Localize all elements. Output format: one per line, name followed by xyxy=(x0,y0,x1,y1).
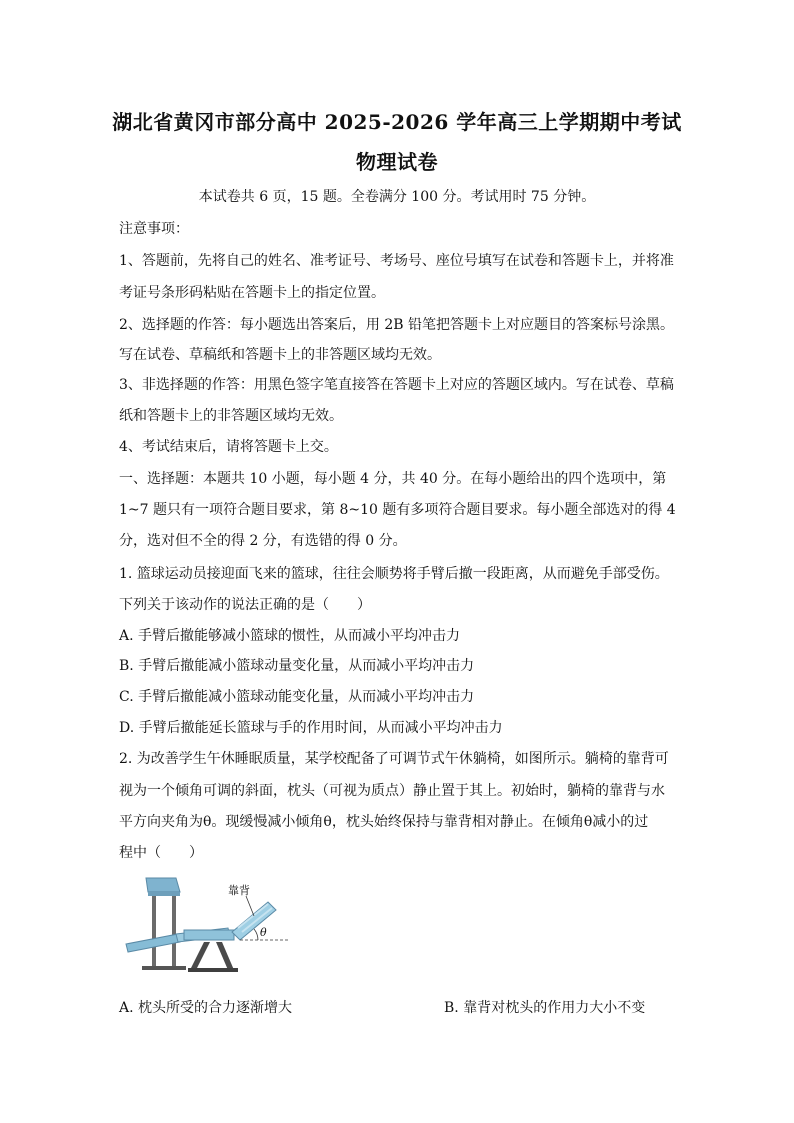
notes-heading: 注意事项： xyxy=(119,221,189,237)
question-2-stem: 平方向夹角为θ。现缓慢减小倾角θ，枕头始终保持与靠背相对静止。在倾角θ减小的过 xyxy=(119,814,649,830)
question-2-option-b: B. 靠背对枕头的作用力大小不变 xyxy=(444,1000,646,1016)
section-heading: 一、选择题：本题共 10 小题，每小题 4 分，共 40 分。在每小题给出的四个选项中，第 xyxy=(119,471,667,487)
question-1-stem: 1. 篮球运动员接迎面飞来的篮球，往往会顺势将手臂后撤一段距离，从而避免手部受伤。 xyxy=(119,566,669,582)
section-text: 分，选对但不全的得 2 分，有选错的得 0 分。 xyxy=(119,533,407,549)
question-1-option-a: A. 手臂后撤能够减小篮球的惯性，从而减小平均冲击力 xyxy=(119,628,461,644)
note-line: 4、考试结束后，请将答题卡上交。 xyxy=(119,439,338,455)
exam-intro: 本试卷共 6 页，15 题。全卷满分 100 分。考试用时 75 分钟。 xyxy=(198,189,596,205)
question-1-option-c: C. 手臂后撤能减小篮球动能变化量，从而减小平均冲击力 xyxy=(119,689,475,705)
figure-label-angle: θ xyxy=(260,926,267,939)
exam-title: 湖北省黄冈市部分高中 2025-2026 学年高三上学期期中考试 xyxy=(112,110,682,134)
note-line: 3、非选择题的作答：用黑色签字笔直接答在答题卡上对应的答题区域内。写在试卷、草稿 xyxy=(119,377,674,393)
note-line: 纸和答题卡上的非答题区域均无效。 xyxy=(119,408,343,424)
question-2-stem: 程中（ ） xyxy=(119,845,203,861)
question-2-option-a: A. 枕头所受的合力逐渐增大 xyxy=(119,1000,293,1016)
question-1-stem: 下列关于该动作的说法正确的是（ ） xyxy=(119,597,371,613)
question-2-stem: 2. 为改善学生午休睡眠质量，某学校配备了可调节式午休躺椅，如图所示。躺椅的靠背可 xyxy=(119,751,669,767)
note-line: 2、选择题的作答：每小题选出答案后，用 2B 铅笔把答题卡上对应题目的答案标号涂黑。 xyxy=(119,317,675,333)
lounge-chair-figure xyxy=(118,872,298,982)
question-1-option-d: D. 手臂后撤能延长篮球与手的作用时间，从而减小平均冲击力 xyxy=(119,720,503,736)
figure-label-backrest: 靠背 xyxy=(228,884,250,897)
note-line: 1、答题前，先将自己的姓名、准考证号、考场号、座位号填写在试卷和答题卡上，并将准 xyxy=(119,253,674,269)
question-2-stem: 视为一个倾角可调的斜面，枕头（可视为质点）静止置于其上。初始时，躺椅的靠背与水 xyxy=(119,783,665,799)
question-1-option-b: B. 手臂后撤能减小篮球动量变化量，从而减小平均冲击力 xyxy=(119,658,475,674)
note-line: 考证号条形码粘贴在答题卡上的指定位置。 xyxy=(119,285,385,301)
note-line: 写在试卷、草稿纸和答题卡上的非答题区域均无效。 xyxy=(119,347,441,363)
section-text: 1~7 题只有一项符合题目要求，第 8~10 题有多项符合题目要求。每小题全部选对的得 4 xyxy=(119,502,676,518)
subject-title: 物理试卷 xyxy=(356,150,438,174)
